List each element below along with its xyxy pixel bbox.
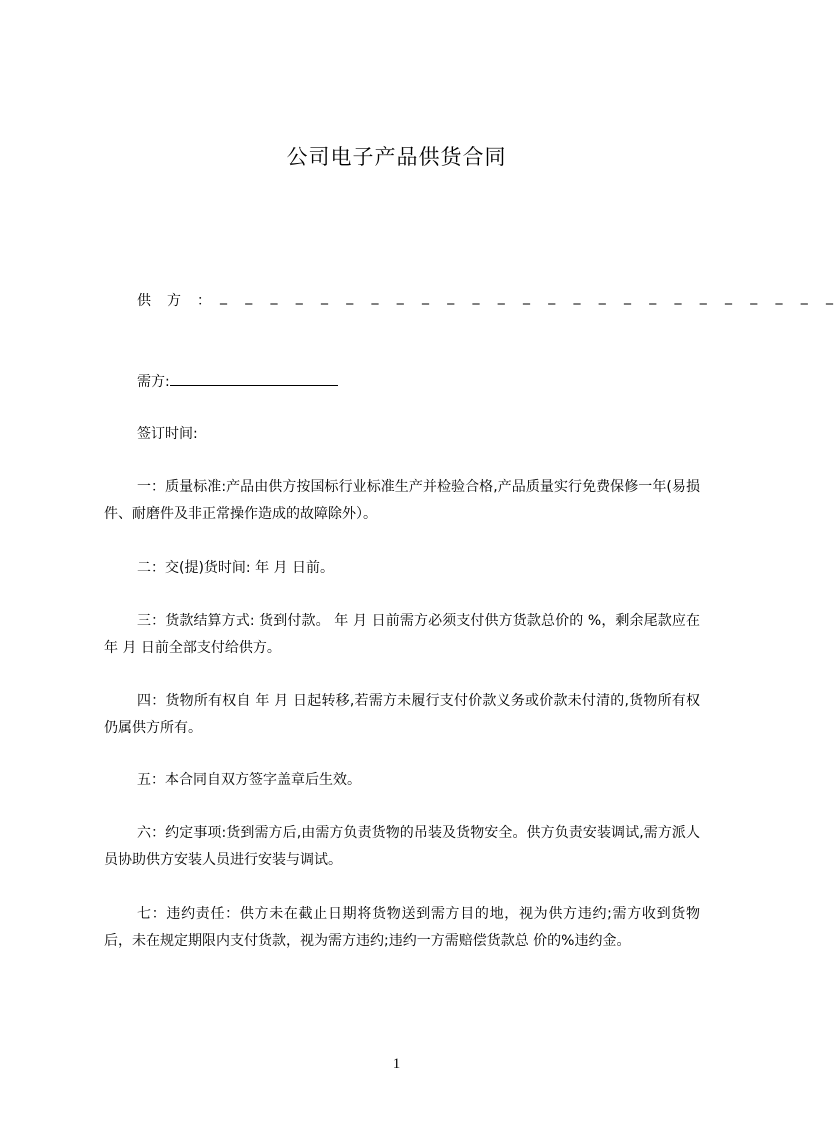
clause-payment-terms: 三：货款结算方式: 货到付款。 年 月 日前需方必须支付供方货款总价的 %，剩余尾款应在 年 月 日前全部支付给供方。 [104,613,700,656]
sign-time-label: 签订时间: [137,426,198,442]
demand-blank-line [170,371,338,386]
clause-ownership-transfer: 四：货物所有权自 年 月 日起转移,若需方未履行支付价款义务或价款未付清的,货物所有权仍属供方所有。 [104,693,700,736]
clause-quality-standard: 一：质量标准:产品由供方按国标行业标准生产并检验合格,产品质量实行免费保修一年(易损件、耐磨件及非正常操作造成的故障除外）。 [104,479,700,522]
clause-delivery-time: 二：交(提)货时间: 年 月 日前。 [137,560,334,576]
supplier-label: 供方： [137,293,227,309]
page-number: 1 [392,1056,401,1072]
page-title: 公司电子产品供货合同 [286,145,507,169]
supplier-blank-line: _ _ _ _ _ _ _ _ _ _ _ _ _ _ _ _ _ _ _ _ _ _ _ _ _ [220,289,840,305]
clause-effective: 五：本合同自双方签字盖章后生效。 [137,772,361,788]
demand-label: 需方: [137,374,170,390]
clause-agreed-matters: 六：约定事项:货到需方后,由需方负责货物的吊装及货物安全。供方负责安装调试,需方派人员协助供方安装人员进行安装与调试。 [104,825,700,868]
demand-party-row [137,371,338,392]
clause-breach-liability: 七：违约责任：供方未在截止日期将货物送到需方目的地，视为供方违约;需方收到货物后，未在规定期限内支付货款，视为需方违约;违约一方需赔偿货款总 价的%违约金。 [104,906,700,949]
